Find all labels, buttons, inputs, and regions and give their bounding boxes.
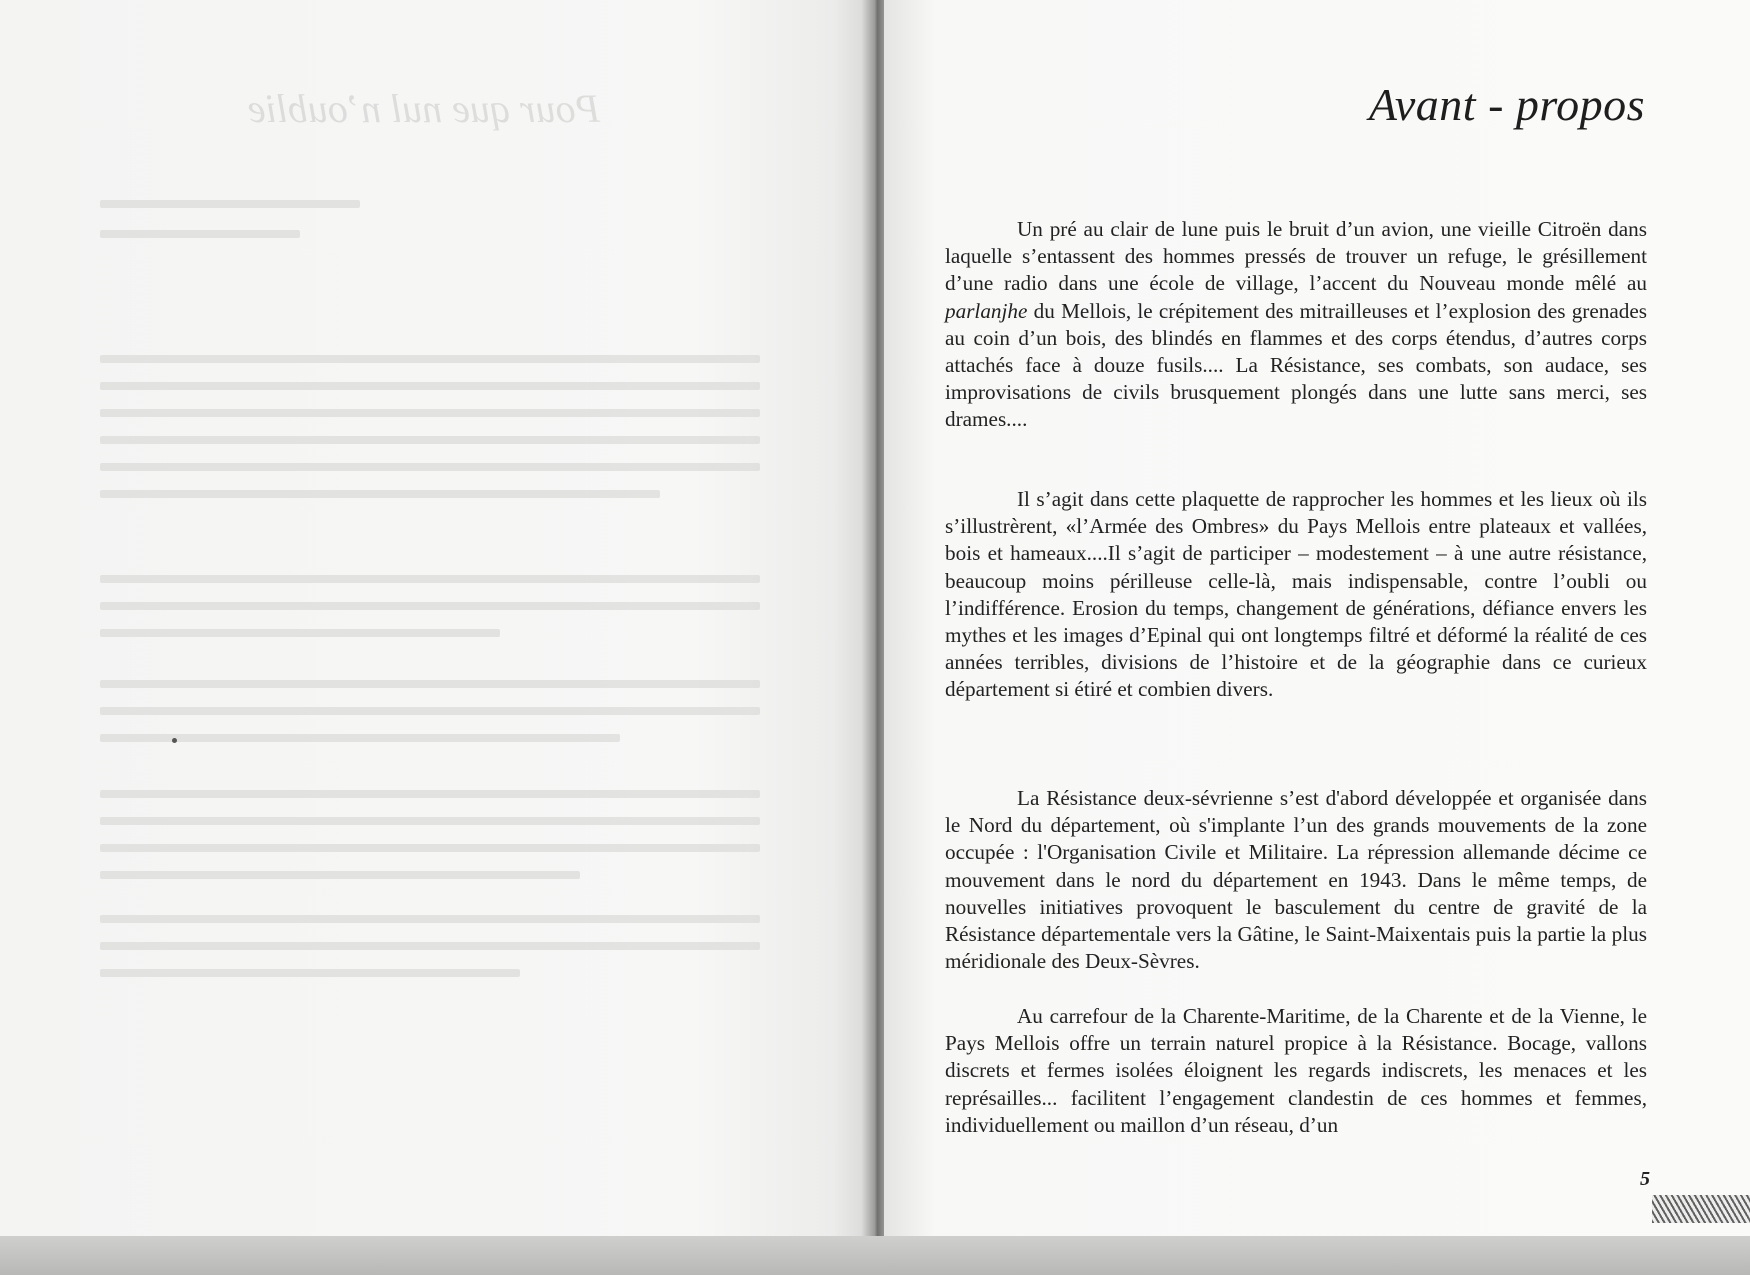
bleed-through-title: Pour que nul n’oublie <box>247 86 600 131</box>
left-page <box>0 0 868 1240</box>
paragraph-4 <box>945 1003 1647 1139</box>
paragraph-2 <box>945 486 1647 704</box>
paragraph-1 <box>945 216 1647 434</box>
paragraph-1-text: Un pré au clair de lune puis le bruit d’un avion, une vieille Citroën dans laquelle s’entassent des hommes pressés de trouver un refuge, le grésillement d’une radio dans une école de village, l’accent du Nouveau monde mêlé au parlanjhe du Mellois, le crépitement des mitrailleuses et l’explosion des grenades au coin d’un bois, des blindés en flammes et des corps étendus, d’autres corps attachés face à douze fusils.... La Résistance, ses combats, son audace, ses improvisations de civils brusquement plongés dans une lutte sans merci, ses drames.... <box>945 217 1647 432</box>
paragraph-3-text: La Résistance deux-sévrienne s’est d'abord développée et organisée dans le Nord du département, où s'implante l’un des grands mouvements de la zone occupée : l'Organisation Civile et Militaire. La répression allemande décime ce mouvement dans le nord du département en 1943. Dans le même temps, de nouvelles initiatives provoquent le basculement du centre de gravité de la Résistance départementale vers la Gâtine, le Saint-Maixentais puis la partie la plus méridionale des Deux-Sèvres. <box>945 786 1647 974</box>
paragraph-4-text: Au carrefour de la Charente-Maritime, de la Charente et de la Vienne, le Pays Mellois offre un terrain naturel propice à la Résistance. Bocage, vallons discrets et fermes isolées éloignent les regards indiscrets, les menaces et les représailles... facilitent l’engagement clandestin de ces hommes et femmes, individuellement ou maillon d’un réseau, d’un <box>945 1004 1647 1137</box>
paragraph-2-text: Il s’agit dans cette plaquette de rapprocher les hommes et les lieux où ils s’illustrèrent, «l’Armée des Ombres» du Pays Mellois entre plateaux et vallées, bois et hameaux....Il s’agit de participer – modestement – à une autre résistance, beaucoup moins périlleuse celle-là, mais indispensable, contre l’oubli ou l’indifférence. Erosion du temps, changement de générations, défiance envers les mythes et les images d’Epinal qui ont longtemps filtré et déformé la réalité de ces années terribles, divisions de l’histoire et de la géographie dans ce curieux département si étiré et combien divers. <box>945 487 1647 702</box>
paragraph-3 <box>945 785 1647 975</box>
scan-edge-hatch <box>1652 1195 1750 1223</box>
scan-bottom-edge <box>0 1236 1750 1275</box>
page-title: Avant - propos <box>1368 79 1645 130</box>
page-number: 5 <box>1640 1168 1650 1190</box>
